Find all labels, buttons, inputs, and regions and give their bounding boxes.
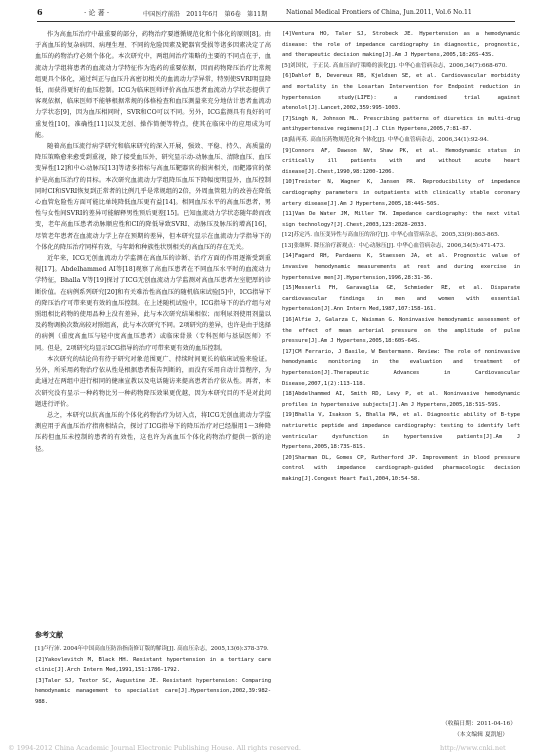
page-number: 6 — [37, 7, 43, 17]
left-references — [35, 630, 271, 742]
reference-item: [19]Bhalla V, Isakson S, Bhalla MA, et al. Diagnostic ability of B-type natriuretic peptide and impedance cardiography: testing to identify left ventricular dysfunction in hypertensive patients[J].Am J Hypertens,2005,18:73S-81S. — [282, 412, 520, 451]
reference-item: [9]Connors AF, Dawson NV, Shaw PK, et al. Hemodynamic status in critically ill patients with and without acute heart disease[J].Chest,1990,98:1200-1206. — [282, 147, 520, 175]
reference-item: [7]Singh N, Johnson ML. Prescribing patterns of diuretics in multi-drug antihypertensive regimens[J].J Clin Hypertens,2005,7:81-87. — [282, 115, 520, 133]
reference-item: [1]卢行沛. 2004年中国高血压防治指南修订版的解读[J]. 高血压杂志，2005,13(6):378-379. — [35, 646, 269, 652]
section-label: · 论 著 · — [84, 9, 110, 17]
reference-item: [6]Dahlof B, Devereux RB, Kjeldsen SE, et al. Cardiovascular morbidity and mortality in the Losartan Intervention for Endpoint reduction in hypertension study(LIFE): a randomised trial against atenolol[J].Lancet,2002,359:995-1003. — [282, 73, 520, 112]
body-paragraph: 本次研究的结论尚有待于研究对象范围更广、持续时间更长的临床试验来验证。另外，所采用药物治疗依从性是根据患者报告判断的，而没有采用自动计算程序，为此通过在两组中进行相同的健康宣教以及电话随访来提高患者治疗依从性。再者，本次研究没有显示一种药物比另一种药物降压效果更优越，因为本研究目的不是对此问题进行评价。 — [35, 355, 271, 408]
editor-note: （本文编辑 夏凯旭） — [454, 732, 509, 738]
body-paragraph: 作为高血压治疗中最重要的部分，药物治疗要遵循规范化和个体化的原则[8]。由于高血压的复杂病因、病理生理、不同的危险因素及靶器官受损等诸多因素决定了高血压的药物治疗必须个体化。本次研究中，两组间治疗策略的主要的不同点在于，血流动力学组将患者的血流动力学特征作为选药的重要依据，因而药物降压治疗比常规组更具个体化，通过纠正与血压升高密切相关的血流动力学异常，特别使SVRI明显降低，而获得更好的血压控制。ICG为临床医师评价高血压患者血流动力学状态提供了客观依据，临床医师不能够根据常规的体格检查和血压测量来充分地估计患者血流动力学状态[9]，因为血压相同时，SVR和CO可以不同。另外，ICG监测具有良好的可重复性[10]，准确性[11]以及无创、操作简便等特点，使其在临床中的应用成为可能。 — [35, 31, 271, 139]
reference-item: [17]CM Ferrario, J Basile, W Bestermann. Review: The role of noninvasive hemodynamic monitoring in the evaluation and treatment of hypertension[J].Therapeutic Advances in Cardiovascular Disease,2007,1(2):113-118. — [282, 348, 520, 387]
reference-item: [4]Ventura HO, Taler SJ, Strobeck JE. Hypertension as a hemodynamic disease: the role of impedance cardiography in diagnostic, prognostic, and therapeutic decision making[J].Am J Hypertens,2005,18:26S-43S. — [282, 31, 520, 59]
right-references — [282, 29, 520, 719]
copyright-notice: © 1994-2012 China Academic Journal Electronic Publishing House. All rights reserved. — [8, 744, 301, 752]
reference-item: [2]Yakovlevitch M, Black HH. Resistant hypertension in a tertiary care clinic[J].Arch Intern Med,1991,151:1786-1792. — [35, 656, 271, 674]
reference-item: [5]刘国仗，于正民. 高血压治疗策略的演化[J]. 中华心血管病杂志，2006,34(7):668-670. — [282, 62, 508, 69]
body-paragraph: 总之，本研究以抗高血压的个体化药物治疗为切入点，将ICG无创血流动力学监测应用于高血压治疗指南相结合，探讨了ICG指导下的降压治疗对已经服用1～3种降压药但血压未控制的患者的有效性，这也许为高血压个体化药物治疗提供一新的途径。 — [35, 411, 271, 453]
journal-title-cn: 中国医疗前沿 2011年6月 第6卷 第11期 — [143, 11, 268, 18]
references-title: 参考文献 — [35, 630, 63, 639]
reference-item: [18]Abdelhammed AI, Smith RD, Levy P, et al. Noninvasive hemodynamic profiles in hypertensive subjects[J].Am J Hypertens,2005,18:51S-59S. — [282, 391, 520, 408]
reference-item: [16]Alfie J, Galarza C, Waisman G. Noninvasive hemodynamic assessment of the effect of mean arterial pressure on the amplitude of pulse pressure[J].Am J Hypertens,2005,18:60S-64S. — [282, 317, 520, 345]
body-paragraph: 随着高血压流行病学研究和临床研究的深入开展，强效、平稳、持久、高质量的降压策略愈来愈受到重视，除了接受血压外，研究显示动-动脉血压、清除血压、血压变异性[12]和中心动脉压[13]等诸多指标与高血压靶器官的损害相关，而靶器官的保护是高血压治疗的目标。本次研究血流动力学组降压血压下降幅度明显外，血压控制同时CI和SVRI恢复到正常者的比例几乎是常规组的2倍，外周血管阻力的改善在降低心血管危险性方面可能比单纯降低血压更有益[14]。相同血压水平的高血压患者，男性与女性间SVRI的差异可能解释男性预后更差[15]。已知血流动力学状态随年龄而改变，老年高血压患者动脉顺应性和CI的降低导致SVRI、动脉压及脉压的增高[16]，尽管老年患者在血流动力学上存在预期的差异，但本研究显示在血流动力学指导下的个体化的降压治疗同样有效，与年龄和种族性状别相关的高血压的存在无关。 — [35, 143, 271, 251]
header-rule — [37, 21, 515, 22]
page-header — [0, 0, 551, 26]
page-footer — [0, 744, 551, 755]
received-date: （收稿日期：2011-04-16） — [442, 721, 517, 727]
footer-url[interactable]: http://www.cnki.net — [440, 744, 506, 752]
body-paragraph: 近年来，ICG无创血流动力学监测在高血压的诊断、治疗方面的作用逐渐受到重视[17]。Abdelhammed AI等[18]观察了高血压患者在不同血压水平时的血流动力学特征，Bhalla V等[19]探讨了ICG无创血流动力学监测对高血压患者左室肥厚的诊断价值。在病例系列研究[20]和有关难治性高血压的随机临床试验[5]中，ICG指导下的降压治疗可带来更有效的血压控制。在上述随机试验中，ICG指导下的治疗组与对照组相比药物的使用品种上没有差异，此与本次研究结果相似；而利尿剂使用剂量以及药物调换次数高较对照组高，此与本次研究不同。2项研究的差异，也许是由于选择的病例（重度高血压与轻中度高血压患者）或临床背景（专科医师与基层医师）不同。但是，2项研究均显示ICG指导的治疗可带来更有效的血压控制。 — [35, 255, 271, 352]
reference-item: [12]苏定冯. 血压变异性与高血压的治疗[J]. 中华心血管病杂志，2005,33(9):863-865. — [282, 232, 500, 239]
reference-item: [14]Fagard RH, Pardaens K, Staessen JA, et al. Prognostic value of invasive hemodynamic measurements at rest and during exercise in hypertensive men[J].Hypertension,1996,28:31-36. — [282, 253, 520, 281]
reference-item: [20]Sharman DL, Gomes CP, Rutherford JP. Improvement in blood pressure control with impedance cardiograph-guided pharmacologic decision making[J].Congest Heart Fail,2004,10:54-58. — [282, 454, 520, 482]
reference-item: [8]陆再英. 高血压药物规范化和个体化[J]. 中华心血管病杂志，2006,34(1):92-94. — [282, 136, 489, 143]
reference-item: [3]Taler SJ, Textor SC, Augustine JE. Resistant hypertension: Comparing hemodynamic management to specialist care[J].Hypertension,2002,39:982-988. — [35, 677, 271, 705]
reference-item: [10]Treister N, Wagner K, Jansen PR. Reproducibility of impedance cardiography parameters in outpatients with clinically stable coronary artery disease[J].Am J Hypertens,2005,18:44S-50S. — [282, 179, 520, 207]
reference-item: [13]张继辉. 降压治疗新观点：中心动脉压[J]. 中华心血管病杂志，2006,34(5):471-473. — [282, 242, 506, 249]
left-column — [35, 29, 271, 629]
reference-item: [15]Messerli FH, Garavaglia GE, Schmieder RE, et al. Disparate cardiovascular findings in men and women with essential hypertension[J].Ann Intern Med,1987,107:158-161. — [282, 285, 520, 313]
journal-title-en: National Medical Frontiers of China, Jun.2011, Vol.6 No.11 — [286, 9, 472, 16]
reference-item: [11]Van De Water JM, Miller TW. Impedance cardiography: the next vital sign technology?[J].Chest,2003,123:2028-2033. — [282, 211, 520, 228]
